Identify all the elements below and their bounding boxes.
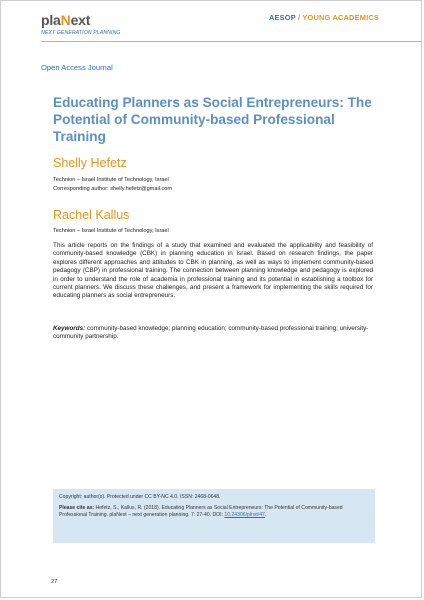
journal-type: Open Access Journal (41, 63, 113, 72)
cite-text: Hefetz, S., Kallus, R. (2018). Educating Planners as Social Entrepreneurs: The Potential of Community-based Professional Training. plaNext – next generation planning. 7: 27-40. DOI: (59, 505, 343, 519)
org-label (269, 13, 379, 22)
logo-text-pla: pla (41, 12, 61, 28)
corresponding-author: Corresponding author: shelly.hefetz@gmail.com (53, 186, 173, 192)
article-title: Educating Planners as Social Entrepreneurs: The Potential of Community-based Professional Training (53, 95, 372, 144)
org-aesop: AESOP (268, 13, 296, 22)
doi-link[interactable]: 10.24306/plnxt/47 (224, 512, 265, 519)
header-divider (41, 41, 421, 42)
author-affiliation-2: Technion – Israel Institute of Technology, Israel (53, 228, 169, 234)
logo-subtitle: NEXT GENERATION PLANNING (41, 30, 121, 36)
cite-label: Please cite as: (59, 505, 95, 512)
logo-text-ext: ext (70, 12, 91, 28)
keywords-label: Keywords: (53, 325, 86, 332)
citation (59, 505, 369, 519)
org-young-academics: YOUNG ACADEMICS (302, 13, 379, 22)
copyright-notice: Copyright: author(s). Protected under CC BY-NC 4.0. ISSN: 2468-0648. (59, 494, 221, 500)
page-number: 27 (51, 579, 58, 585)
org-separator: / (295, 13, 303, 22)
logo-text-n: N (60, 12, 71, 28)
author-name-2: Rachel Kallus (53, 208, 130, 222)
author-name-1: Shelly Hefetz (53, 156, 127, 170)
abstract: This article reports on the findings of a study that examined and evaluated the applicability and feasibility of community-based knowledge (CBK) in planning education in Israel. Based on research findings, the paper explores different approaches and attitudes to CBK in planning, as well as ways to implement community-based pedagogy (CBP) in professional training. The connection between planning knowledge and pedagogy is explored in order to understand the role of academia in professional training and its potential in establishing a toolbox for current planners. We discuss these challenges, and present a framework for implementing the skills required for educating planners as social entrepreneurs. (53, 242, 373, 300)
doi-end: . (264, 512, 267, 519)
keywords (53, 325, 373, 342)
keywords-text: community-based knowledge; planning education; community-based professional training; university-community partnership. (53, 325, 369, 341)
author-affiliation-1: Technion – Israel Institute of Technology, Israel (53, 177, 169, 183)
journal-logo (41, 12, 90, 28)
citation-box (53, 489, 375, 543)
